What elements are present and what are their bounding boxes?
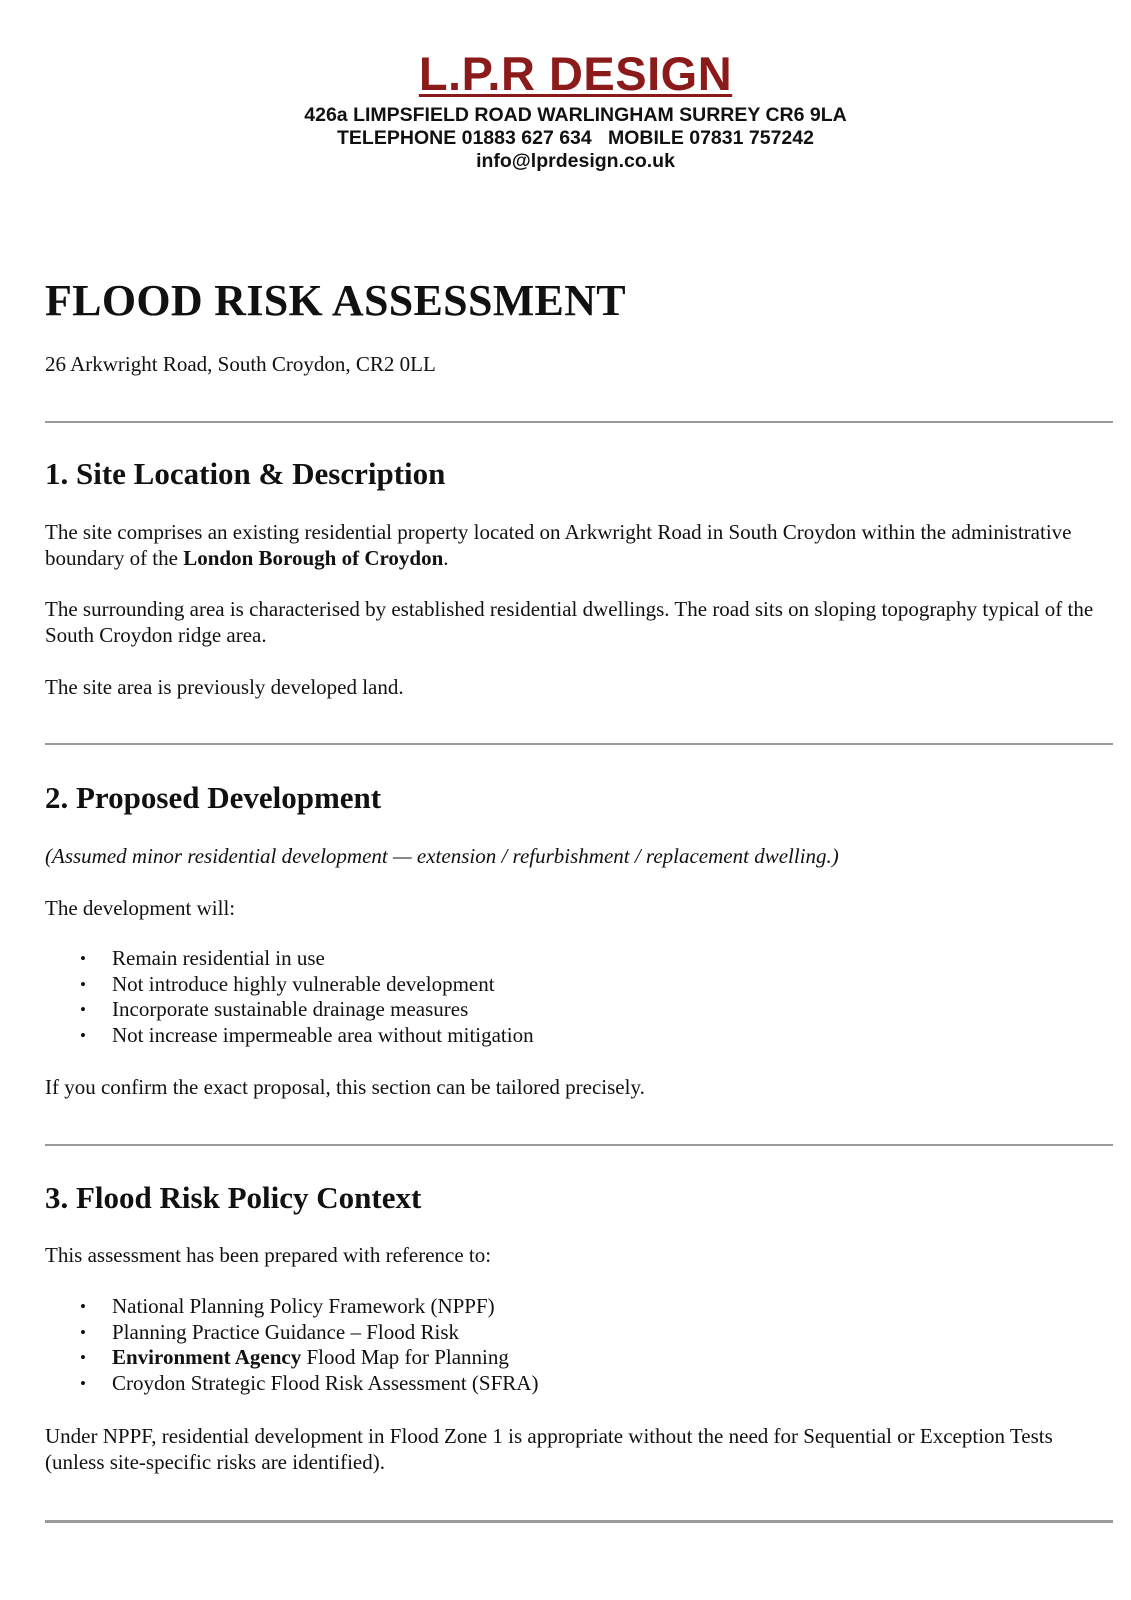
section-1-paragraph-3: The site area is previously developed land. — [45, 675, 404, 699]
section-divider — [45, 743, 1113, 745]
section-3-intro: This assessment has been prepared with reference to: — [45, 1243, 492, 1267]
list-item: • Incorporate sustainable drainage measures — [45, 997, 1113, 1023]
company-email[interactable]: info@lprdesign.co.uk — [476, 150, 675, 172]
company-phones: TELEPHONE 01883 627 634 MOBILE 07831 757242 — [337, 127, 814, 149]
list-item: • Planning Practice Guidance – Flood Risk — [45, 1320, 1113, 1346]
section-2-note: (Assumed minor residential development — extension / refurbishment / replacement dwelling.) — [45, 844, 839, 868]
section-2-bullet-list — [45, 946, 1113, 1048]
section-2-intro: The development will: — [45, 896, 236, 920]
section-3-closing: Under NPPF, residential development in Flood Zone 1 is appropriate without the need for Sequential or Exception Tests (unless site-specific risks are identified). — [45, 1424, 1053, 1474]
company-logo-text: L.P.R DESIGN — [418, 47, 733, 100]
section-1-paragraph-2: The surrounding area is characterised by established residential dwellings. The road sits on sloping topography typical of the South Croydon ridge area. — [45, 597, 1094, 647]
section-divider — [45, 1144, 1113, 1146]
section-1-heading: 1. Site Location & Description — [45, 456, 446, 491]
section-2-heading: 2. Proposed Development — [45, 780, 382, 815]
letterhead — [0, 48, 1131, 173]
list-item: • National Planning Policy Framework (NPPF) — [45, 1294, 1113, 1320]
section-2-closing: If you confirm the exact proposal, this section can be tailored precisely. — [45, 1075, 645, 1099]
section-1-paragraph-1: The site comprises an existing residential property located on Arkwright Road in South Croydon within the administrative boundary of the London Borough of Croydon. — [45, 520, 1072, 570]
list-item: • Not increase impermeable area without mitigation — [45, 1023, 1113, 1049]
agency-name: Environment Agency — [112, 1345, 302, 1369]
section-divider — [45, 421, 1113, 423]
section-3-bullet-list — [45, 1294, 1113, 1396]
document-title: FLOOD RISK ASSESSMENT — [45, 276, 626, 325]
list-item: • Environment Agency Flood Map for Planning — [45, 1345, 1113, 1371]
section-3-heading: 3. Flood Risk Policy Context — [45, 1180, 422, 1215]
company-address: 426a LIMPSFIELD ROAD WARLINGHAM SURREY CR6 9LA — [304, 104, 847, 126]
site-address: 26 Arkwright Road, South Croydon, CR2 0LL — [45, 352, 436, 376]
list-item: • Croydon Strategic Flood Risk Assessment (SFRA) — [45, 1371, 1113, 1397]
list-item: • Not introduce highly vulnerable development — [45, 972, 1113, 998]
borough-name: London Borough of Croydon — [183, 546, 444, 570]
list-item: • Remain residential in use — [45, 946, 1113, 972]
section-divider — [45, 1520, 1113, 1523]
